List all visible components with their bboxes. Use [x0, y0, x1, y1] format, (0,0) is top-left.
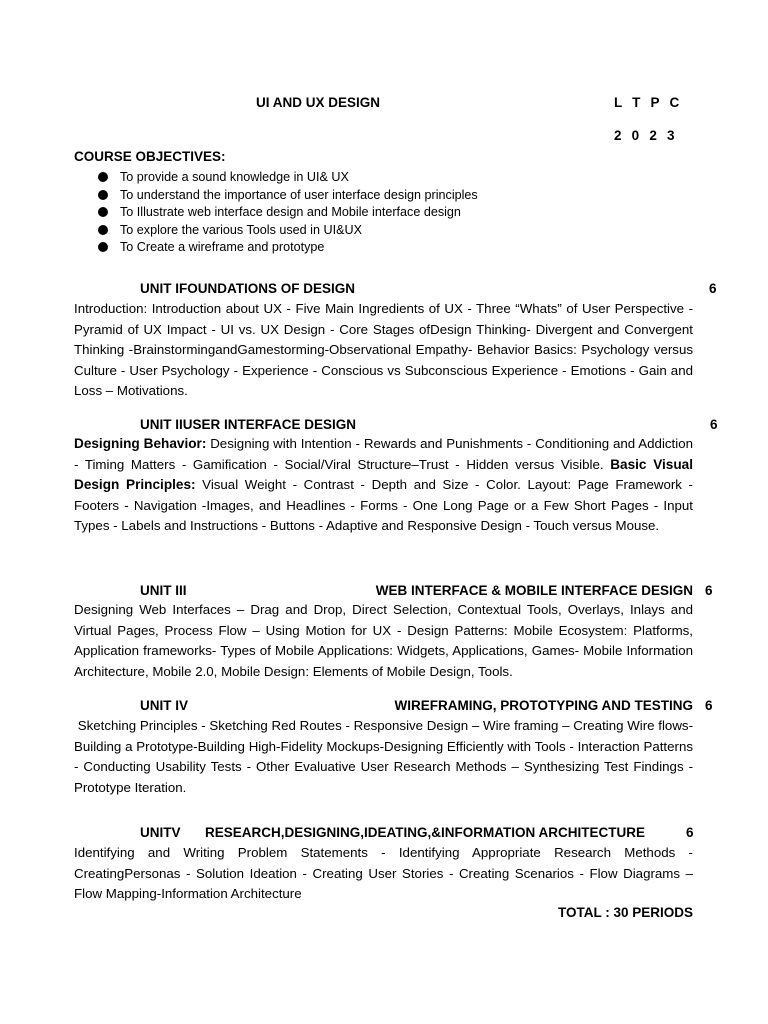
list-item — [98, 239, 478, 257]
unit-4-content: Sketching Principles - Sketching Red Routes - Responsive Design – Wire framing – Creating Wire flows-Building a Prototype-Building High-Fidelity Mockups-Designing Efficiently with Tools - Interaction Patterns - Conducting Usability Tests - Other Evaluative User Research Methods – Synthesizing Test Findings -Prototype Iteration. — [74, 718, 697, 795]
objectives-list — [98, 169, 478, 257]
unit-5-content: Identifying and Writing Problem Statements - Identifying Appropriate Research Methods - CreatingPersonas - Solution Ideation - Creating User Stories - Creating Scenarios - Flow Diagrams – Flow Mapping-Information Architecture — [74, 845, 693, 901]
objective-text: To Illustrate web interface design and Mobile interface design — [120, 205, 461, 220]
total-periods: TOTAL : 30 PERIODS — [557, 905, 693, 920]
bullet-icon — [98, 225, 108, 235]
unit-2-content — [74, 434, 693, 537]
unit-5-title: RESEARCH,DESIGNING,IDEATING,&INFORMATION ARCHITECTURE — [205, 825, 646, 840]
objective-text: To provide a sound knowledge in UI& UX — [120, 170, 349, 184]
list-item — [98, 222, 478, 240]
unit-3-heading: UNIT III — [140, 583, 187, 598]
bullet-icon — [98, 190, 108, 200]
objective-text: To Create a wireframe and prototype — [120, 240, 325, 255]
unit-2-subheading-visual: Basic Visual Design Principles: — [74, 456, 693, 492]
ltpc-values: 2 0 2 3 — [614, 128, 678, 143]
list-item — [98, 169, 478, 187]
unit-1-heading: UNIT IFOUNDATIONS OF DESIGN — [140, 281, 355, 296]
ltpc-label: L T P C — [614, 95, 683, 110]
unit-2-text-1: Designing with Intention - Rewards and Punishments - Conditioning and Addiction - Timing Matters - Gamification - Social/Viral Structure–Trust - Hidden versus Visible. — [74, 436, 693, 472]
unit-2-heading: UNIT IIUSER INTERFACE DESIGN — [140, 417, 357, 432]
course-title: UI AND UX DESIGN — [256, 95, 381, 110]
objectives-heading: COURSE OBJECTIVES: — [74, 149, 226, 164]
bullet-icon — [98, 172, 108, 182]
bullet-icon — [98, 242, 108, 252]
unit-4-hours: 6 — [705, 698, 713, 713]
unit-4-heading: UNIT IV — [140, 698, 189, 713]
unit-5-hours: 6 — [686, 825, 694, 840]
unit-2-subheading-behavior: Designing Behavior: — [74, 436, 207, 451]
bullet-icon — [98, 207, 108, 217]
unit-1-content: Introduction: Introduction about UX - Five Main Ingredients of UX - Three “Whats” of User Perspective - Pyramid of UX Impact - UI vs. UX Design - Core Stages ofDesign Thinking- Divergent and Convergent Thinking -BrainstormingandGamestorming-Observational Empathy- Behavior Basics: Psychology versus Culture - User Psychology - Experience - Conscious vs Subconscious Experience - Emotions - Gain and Loss – Motivations. — [74, 301, 693, 398]
unit-3-hours: 6 — [705, 583, 713, 598]
list-item — [98, 187, 478, 205]
objective-text: To understand the importance of user interface design principles — [120, 187, 478, 202]
unit-2-text-2: Visual Weight - Contrast - Depth and Size - Color. Layout: Page Framework - Footers - Navigation -Images, and Headlines - Forms - One Long Page or a Few Short Pages - Input Types - Labels and Instructions - Buttons - Adaptive and Responsive Design - Touch versus Mouse. — [74, 477, 693, 533]
unit-3-title: WEB INTERFACE & MOBILE INTERFACE DESIGN — [375, 583, 693, 598]
unit-1-hours: 6 — [709, 281, 717, 296]
unit-2-hours: 6 — [710, 417, 718, 432]
unit-5-heading: UNITV — [140, 825, 181, 840]
unit-4-title: WIREFRAMING, PROTOTYPING AND TESTING — [394, 698, 693, 713]
objective-text: To explore the various Tools used in UI&UX — [120, 222, 362, 237]
list-item — [98, 204, 478, 222]
unit-3-content: Designing Web Interfaces – Drag and Drop, Direct Selection, Contextual Tools, Overlays, Inlays and Virtual Pages, Process Flow – Using Motion for UX - Design Patterns: Mobile Ecosystem: Platforms, Application frameworks- Types of Mobile Applications: Widgets, Applications, Games- Mobile Information Architecture, Mobile 2.0, Mobile Design: Elements of Mobile Design, Tools. — [74, 602, 693, 679]
